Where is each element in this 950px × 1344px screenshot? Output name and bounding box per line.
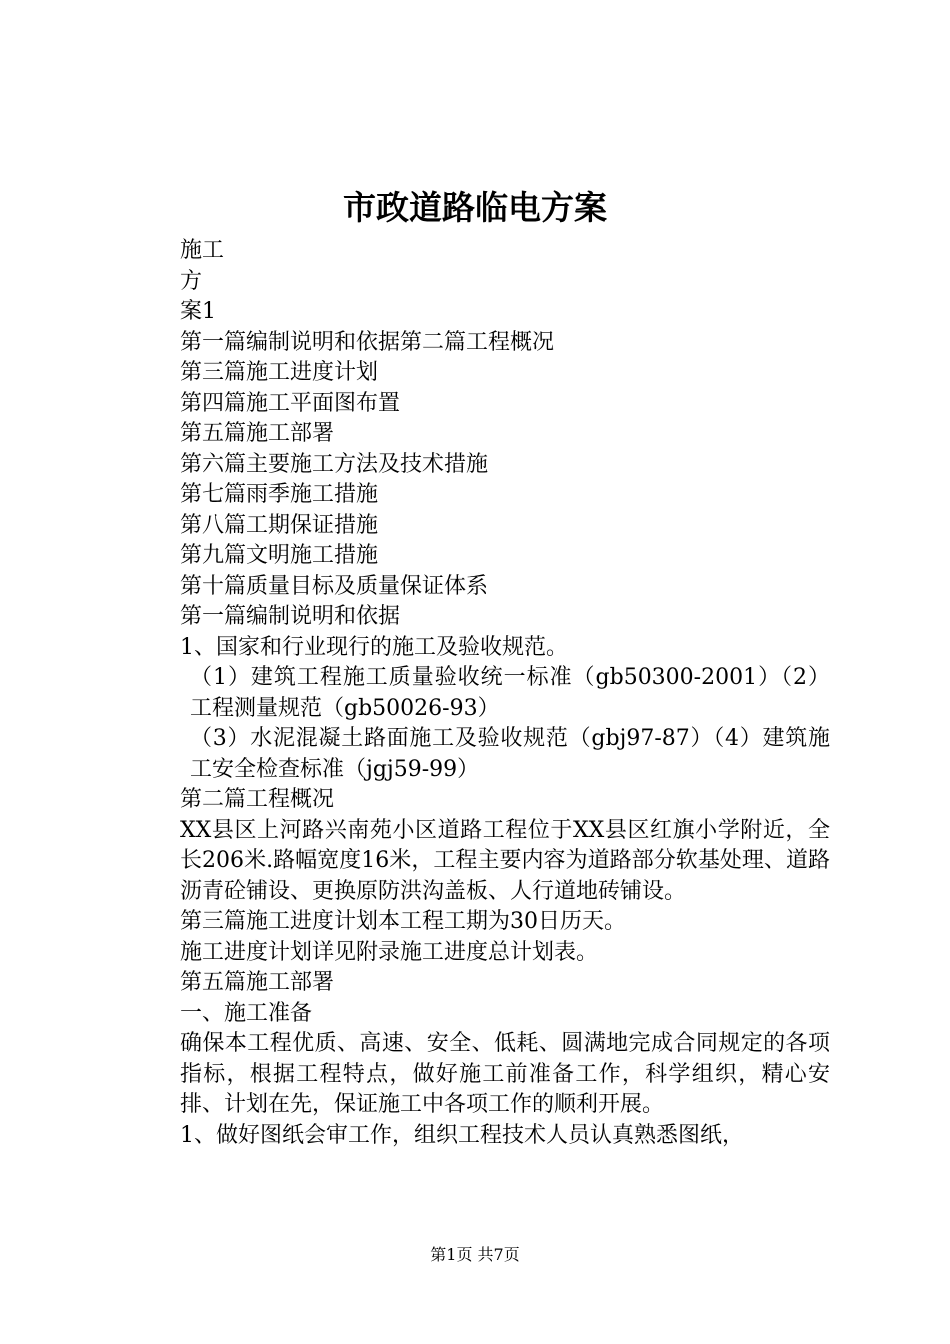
paragraph: 1、国家和行业现行的施工及验收规范。 <box>180 634 568 660</box>
document-body <box>130 236 830 1151</box>
paragraph: 施工 <box>180 238 225 263</box>
toc-item: 第七篇雨季施工措施 <box>180 482 379 507</box>
paragraph: 方 <box>180 268 203 294</box>
toc-item: 第六篇主要施工方法及技术措施 <box>180 451 489 477</box>
paragraph: （1）建筑工程施工质量验收统一标准（gb50300-2001）（2）工程测量规范（gb50026-93） <box>190 665 830 721</box>
toc-item: 第八篇工期保证措施 <box>180 512 379 538</box>
subsection-heading: 一、施工准备 <box>180 1000 313 1026</box>
paragraph: 施工进度计划详见附录施工进度总计划表。 <box>180 939 599 965</box>
paragraph: 第三篇施工进度计划本工程工期为30日历天。 <box>180 909 626 934</box>
toc-item: 第九篇文明施工措施 <box>180 543 379 568</box>
document-title: 市政道路临电方案 <box>343 188 607 227</box>
paragraph: （3）水泥混凝土路面施工及验收规范（gbj97-87）（4）建筑施工安全检查标准（jgj59-99） <box>190 726 830 782</box>
toc-item: 第一篇编制说明和依据第二篇工程概况 <box>180 329 555 355</box>
toc-item: 第四篇施工平面图布置 <box>180 390 401 416</box>
toc-item: 第十篇质量目标及质量保证体系 <box>180 573 489 599</box>
page-footer: 第1页 共7页 <box>430 1245 520 1264</box>
section-heading: 第二篇工程概况 <box>180 787 335 812</box>
section-heading: 第一篇编制说明和依据 <box>180 604 401 629</box>
toc-item: 第三篇施工进度计划 <box>180 360 379 385</box>
section-heading: 第五篇施工部署 <box>180 970 335 995</box>
paragraph: 确保本工程优质、高速、安全、低耗、圆满地完成合同规定的各项指标，根据工程特点，做好施工前准备工作，科学组织，精心安排、计划在先，保证施工中各项工作的顺利开展。 <box>180 1031 830 1117</box>
paragraph: XX县区上河路兴南苑小区道路工程位于XX县区红旗小学附近，全长206米.路幅宽度16米，工程主要内容为道路部分软基处理、道路沥青砼铺设、更换原防洪沟盖板、人行道地砖铺设。 <box>180 817 830 904</box>
toc-item: 第五篇施工部署 <box>180 421 335 446</box>
paragraph: 案1 <box>180 299 216 324</box>
paragraph: 1、做好图纸会审工作，组织工程技术人员认真熟悉图纸， <box>180 1122 744 1148</box>
